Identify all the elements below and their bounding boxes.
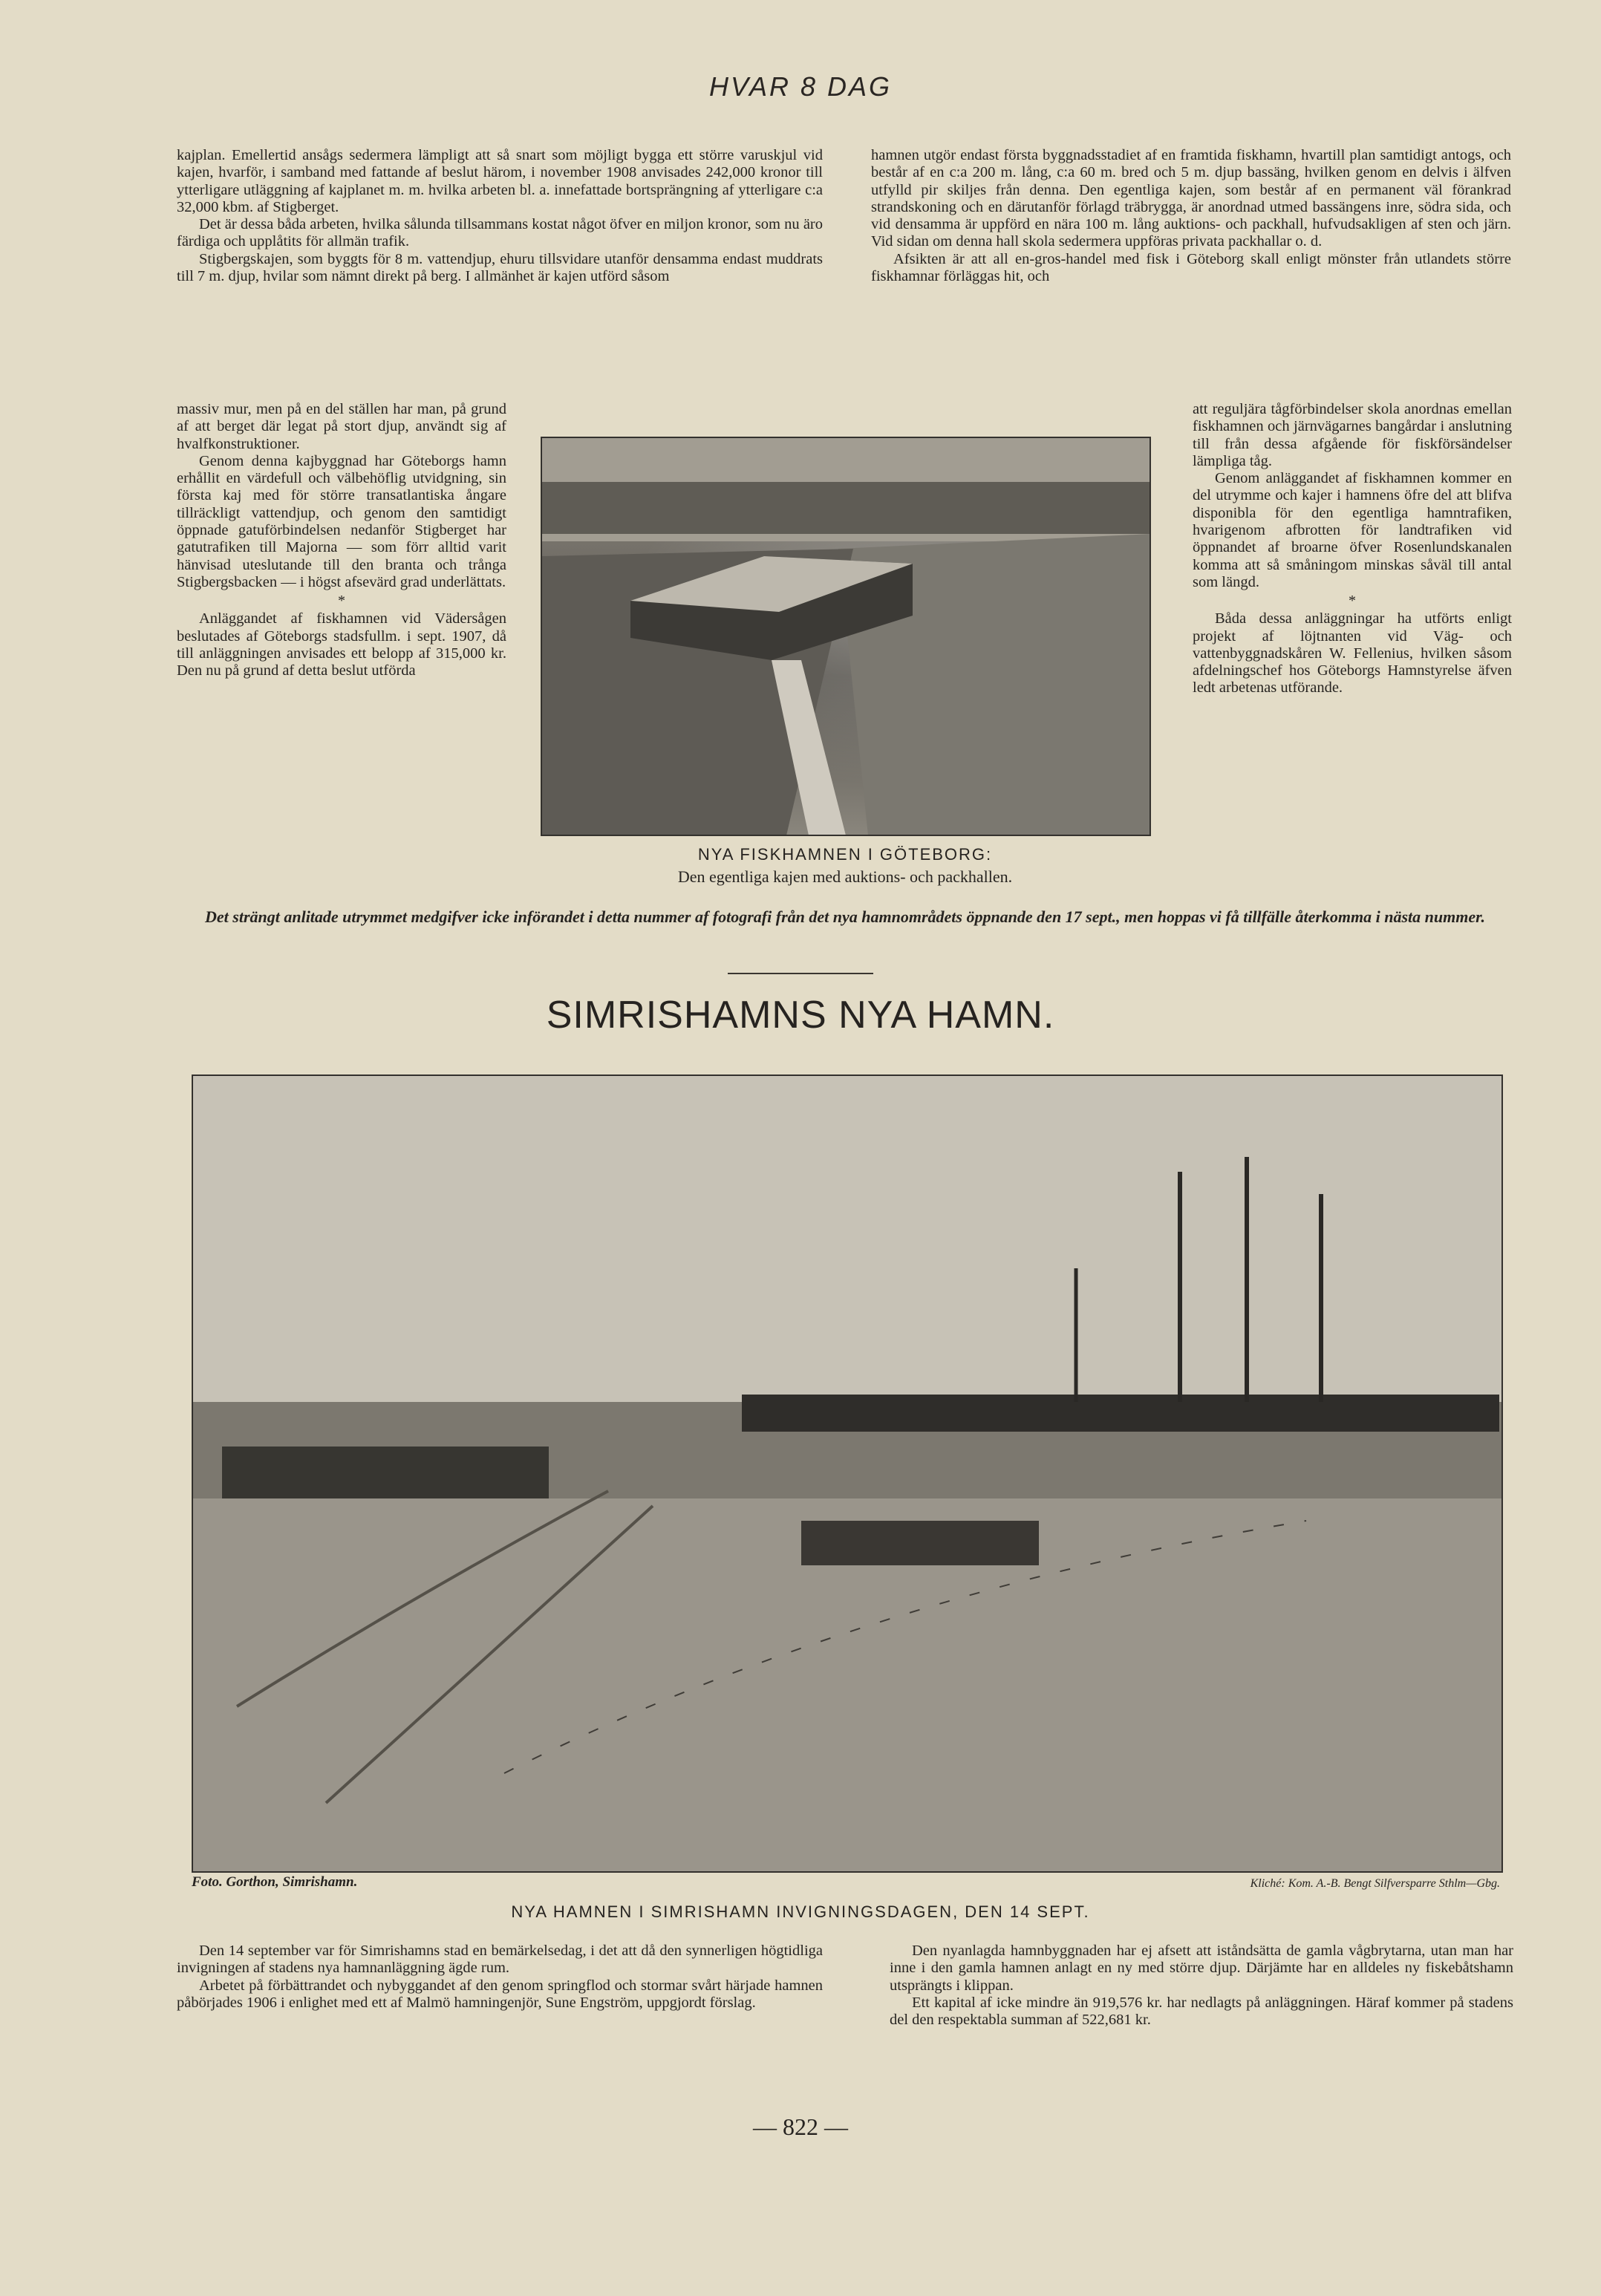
paragraph: Afsikten är att all en-gros-handel med fisk i Göteborg skall enligt mönster från utlandets större fiskhamnar förläggas hit, och xyxy=(871,250,1511,285)
simrishamn-photo-illustration xyxy=(192,1075,1502,1872)
paragraph: Den 14 september var för Simrishamns stad en bemärkelsedag, i det att då den synnerligen högtidliga invigningen af stadens nya hamnanläggning ägde rum. xyxy=(177,1943,823,1977)
fiskhamn-photo xyxy=(541,437,1151,836)
page-number: — 822 — xyxy=(753,2113,848,2140)
right-narrow-column xyxy=(1193,401,1512,697)
top-right-column xyxy=(871,147,1511,285)
fiskhamn-caption-head: NYA FISKHAMNEN I GÖTEBORG: xyxy=(697,845,993,864)
paragraph: Genom denna kajbyggnad har Göteborgs hamn erhållit en värdefull och välbehöflig utvidgning, sin första kaj med för större transatlantiska ångare tillräckligt vattendjup, och genom den samtidigt öppnade gatuförbindelsen nedanför Stigberget har gatutrafiken till Majorna — som förr alltid varit hänvisad uteslutande till den branta och trånga Stigbergsbacken — i högst afsevärd grad underlättats. xyxy=(177,452,506,590)
paragraph: Stigbergskajen, som byggts för 8 m. vattendjup, ehuru tillsvidare utanför densamma endast muddrats till 7 m. djup, hvilar som nämnt direkt på berg. I allmänhet är kajen utförd såsom xyxy=(177,250,823,285)
paragraph: Anläggandet af fiskhamnen vid Vädersågen beslutades af Göteborgs stadsfullm. i sept. 1907, då till anläggningen anvisades ett belopp af 315,000 kr. Den nu på grund af detta beslut utförda xyxy=(177,610,506,679)
editorial-notice: Det strängt anlitade utrymmet medgifver icke införandet i detta nummer af fotografi från det nya hamnområdets öppnande den 17 sept., men hoppas vi få tillfälle återkomma i nästa nummer. xyxy=(205,907,1485,926)
article-title: SIMRISHAMNS NYA HAMN. xyxy=(546,994,1055,1037)
paragraph: massiv mur, men på en del ställen har man, på grund af att berget där legat på stort djup, användt sig af hvalfkonstruktioner. xyxy=(177,401,506,452)
paragraph: Båda dessa anläggningar ha utförts enligt projekt af löjtnanten vid Väg- och vattenbyggnadskåren W. Fellenius, hvilken såsom afdelningschef hos Göteborgs Hamnstyrelse äfven ledt arbetenas utförande. xyxy=(1193,610,1512,697)
paragraph: Det är dessa båda arbeten, hvilka sålunda tillsammans kostat något öfver en miljon kronor, som nu äro färdiga och upplåtits för allmän trafik. xyxy=(177,216,823,250)
simrishamn-photo xyxy=(192,1074,1503,1873)
paragraph: kajplan. Emellertid ansågs sedermera lämpligt att så snart som möjligt bygga ett större varuskjul vid kajen, hvarför, i samband med fattande af beslut härom, i november 1908 anvisades 242,000 kronor till ytterligare utläggning af kajplanet m. m. hvilka arbeten bl. a. innefattade bortsprängning af ytterligare c:a 32,000 kbm. af Stigberget. xyxy=(177,147,823,215)
simrishamn-caption: NYA HAMNEN I SIMRISHAMN INVIGNINGSDAGEN, DEN 14 SEPT. xyxy=(511,1902,1090,1921)
paragraph: Genom anläggandet af fiskhamnen kommer en del utrymme och kajer i hamnens öfre del att blifva disponibla för den egentliga hamntrafiken, hvarigenom afbrotten för landtrafiken vid öppnandet af broarne öfver Rosenlundskanalen komma att så småningom minskas såväl till antal som längd. xyxy=(1193,470,1512,590)
section-star: * xyxy=(338,593,345,610)
bottom-left-column xyxy=(177,1943,823,2012)
fiskhamn-caption-sub: Den egentliga kajen med auktions- och packhallen. xyxy=(677,867,1013,886)
paragraph: att reguljära tågförbindelser skola anordnas emellan fiskhamnen och järnvägarnes bangårdar i anslutning till från dessa afgående för fiskförsändelser lämpliga tåg. xyxy=(1193,401,1512,469)
print-credit: Kliché: Kom. A.-B. Bengt Silfversparre Sthlm—Gbg. xyxy=(1250,1877,1500,1890)
left-narrow-column xyxy=(177,401,506,679)
paragraph: Den nyanlagda hamnbyggnaden har ej afsett att iståndsätta de gamla vågbrytarna, utan man har inne i den gamla hamnen anlagt en ny med större djup. Därjämte har en alldeles ny fiskebåtshamn utsprängts i klippan. xyxy=(890,1943,1513,1994)
section-star: * xyxy=(1349,593,1356,610)
running-head: HVAR 8 DAG xyxy=(708,71,893,102)
fiskhamn-photo-illustration xyxy=(541,437,1150,835)
paragraph: Ett kapital af icke mindre än 919,576 kr. har nedlagts på anläggningen. Häraf kommer på stadens del den respektabla summan af 522,681 kr. xyxy=(890,1994,1513,2029)
section-divider xyxy=(728,973,873,974)
paragraph: hamnen utgör endast första byggnadsstadiet af en framtida fiskhamn, hvartill plan samtidigt antogs, och består af en c:a 200 m. lång, c:a 60 m. bred och 5 m. djup bassäng, hvilken genom en delvis i älfven utfylld pir skiljes från denna. Den egentliga kajen, som består af en permanent väl förankrad strandskoning och en därutanför förlagd träbrygga, är anordnad utmed bassängens inre, södra sida, och vid densamma är uppförd en nära 100 m. lång auktions- och packhall, hufvudsakligen af sten och järn. Vid sidan om denna hall skola sedermera uppföras privata packhallar o. d. xyxy=(871,147,1511,250)
bottom-right-column xyxy=(890,1943,1513,2029)
top-left-column xyxy=(177,147,823,285)
photo-credit: Foto. Gorthon, Simrishamn. xyxy=(192,1874,358,1890)
paragraph: Arbetet på förbättrandet och nybyggandet af den genom springflod och stormar svårt härjade hamnen påbörjades 1906 i enlighet med ett af Malmö hamningenjör, Sune Engström, uppgjordt förslag. xyxy=(177,1977,823,2011)
